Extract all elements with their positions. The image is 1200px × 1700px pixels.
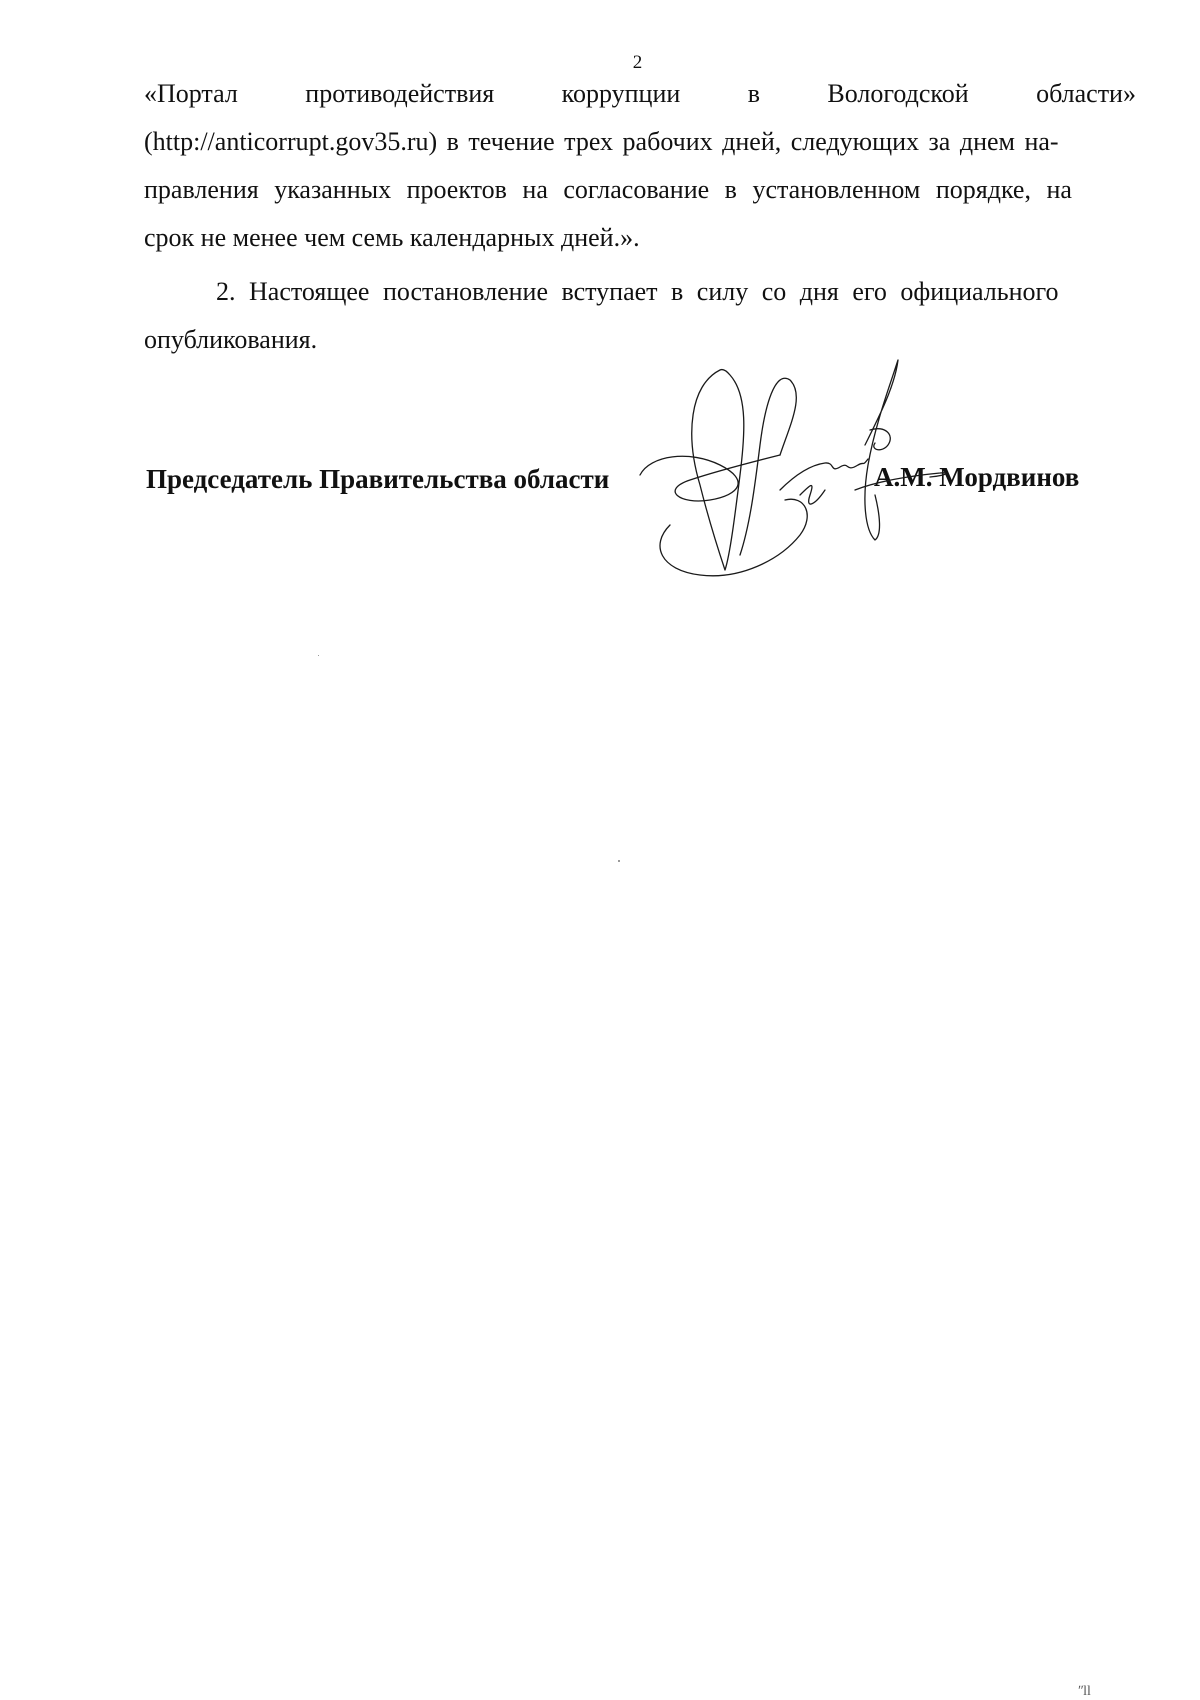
signature-stroke: [740, 378, 796, 555]
paragraph-2-line-2: опубликования.: [144, 325, 318, 354]
paragraph-1-line-1: [144, 70, 1136, 118]
signature-stroke: [640, 455, 780, 501]
signer-name: А.М. Мордвинов: [874, 462, 1080, 492]
paragraph-2-line-1: 2. Настоящее постановление вступает в силу со дня его официального: [216, 277, 1059, 306]
word: Вологодской: [827, 79, 969, 108]
corner-mark: ʺll: [1078, 1684, 1091, 1699]
signature-stroke: [780, 459, 868, 490]
word: «Портал: [144, 79, 238, 108]
word: в: [747, 79, 760, 108]
signer-title: Председатель Правительства области: [146, 464, 610, 494]
signature-stroke: [660, 499, 807, 576]
handwritten-signature: [630, 355, 960, 585]
word: коррупции: [561, 79, 681, 108]
page-number: 2: [632, 52, 643, 73]
signature-stroke: [800, 486, 825, 505]
paragraph-1-line-3: правления указанных проектов на согласование в установленном порядке, на: [144, 175, 1072, 204]
signature-stroke: [692, 370, 744, 570]
document-body: [144, 70, 1136, 364]
signature-stroke: [855, 473, 946, 490]
paragraph-1-line-2: (http://anticorrupt.gov35.ru) в течение трех рабочих дней, следующих за днем на-: [144, 127, 1059, 156]
scan-speck: [318, 655, 319, 656]
word: области»: [1036, 79, 1136, 108]
word: противодействия: [305, 79, 495, 108]
scan-speck: [618, 860, 620, 862]
paragraph-1-line-4: срок не менее чем семь календарных дней.».: [144, 223, 640, 252]
